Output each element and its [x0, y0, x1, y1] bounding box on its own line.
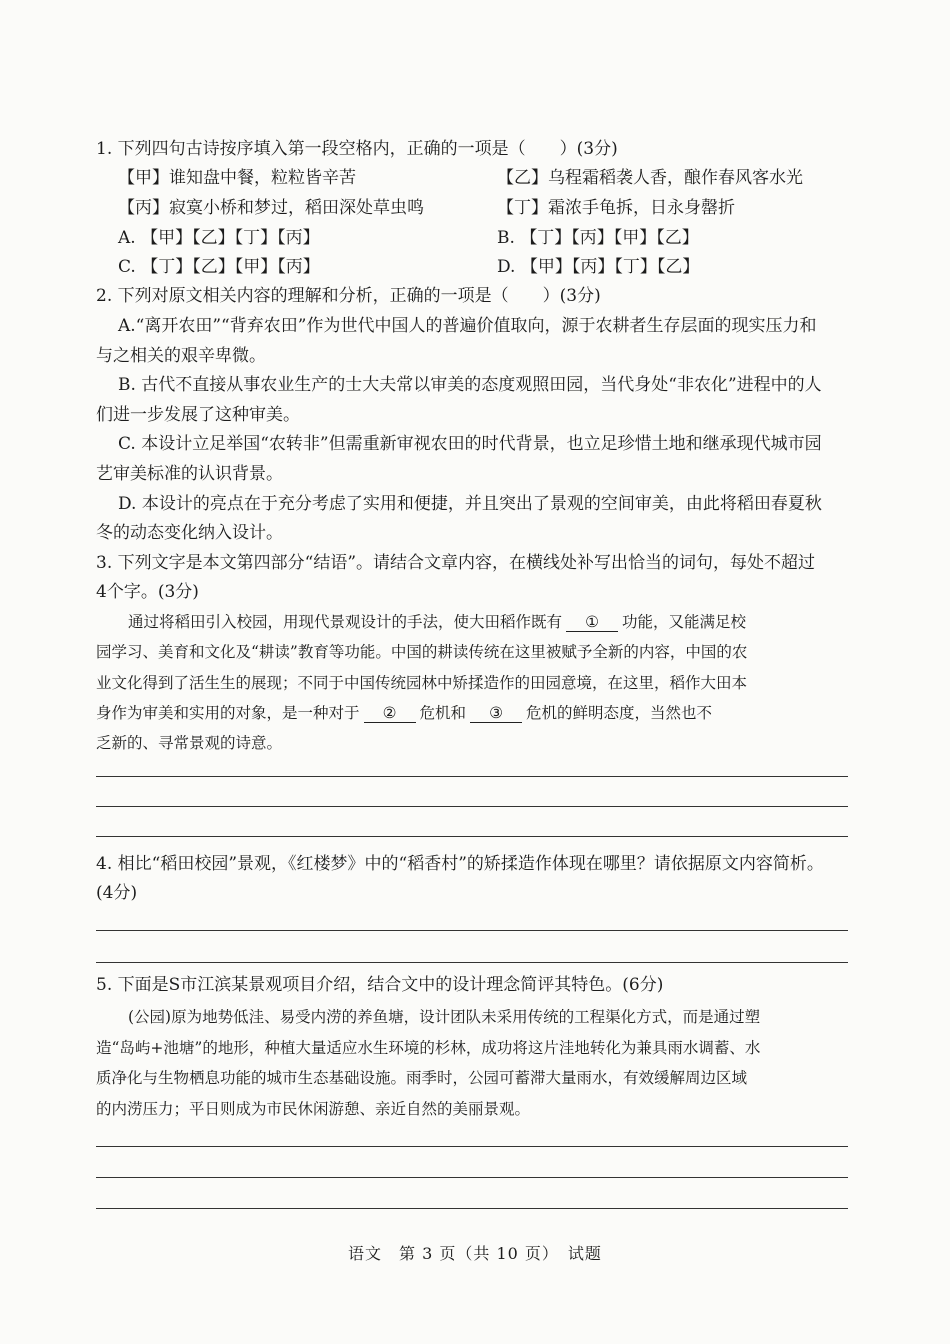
q5-answer-line-2[interactable]	[96, 1177, 848, 1178]
q1-line-label: 【丁】	[497, 198, 548, 218]
q5-material-line4: 的内涝压力；平日则成为市民休闲游憩、亲近自然的美丽景观。	[96, 1100, 531, 1118]
q3-material-line5: 乏新的、寻常景观的诗意。	[96, 734, 283, 752]
q4-stem-line2: (4分)	[96, 883, 138, 903]
option-text: 【甲】【丙】【丁】【乙】	[520, 257, 700, 277]
q2-stem: 2. 下列对原文相关内容的理解和分析，正确的一项是（ ）(3分)	[96, 286, 601, 306]
q1-line-label: 【丙】	[118, 198, 169, 218]
q3-answer-line-1[interactable]	[96, 776, 848, 777]
q3-material-line4	[96, 698, 856, 729]
q1-line-label: 【乙】	[497, 168, 548, 188]
page-footer: 语文 第 3 页（共 10 页） 试题	[348, 1244, 602, 1263]
q2-option-c-line1[interactable]: C. 本设计立足举国“农转非”但需重新审视农田的时代背景，也立足珍惜土地和继承现代城市园	[118, 434, 822, 454]
q1-line-ding	[497, 197, 735, 219]
q1-line-label: 【甲】	[118, 168, 169, 188]
option-letter: D.	[497, 257, 516, 277]
q5-answer-line-1[interactable]	[96, 1146, 848, 1147]
q3-stem-line1: 3. 下列文字是本文第四部分“结语”。请结合文章内容，在横线处补写出恰当的词句，每处不超过	[96, 553, 816, 573]
q3-answer-line-2[interactable]	[96, 806, 848, 807]
q3-answer-line-3[interactable]	[96, 836, 848, 837]
q4-stem-line1: 4. 相比“稻田校园”景观，《红楼梦》中的“稻香村”的矫揉造作体现在哪里？请依据原文内容简析。	[96, 854, 824, 874]
q5-answer-line-3[interactable]	[96, 1208, 848, 1209]
q3-stem-line2: 4个字。(3分)	[96, 582, 199, 602]
q2-option-a-line1[interactable]: A.“离开农田”“背弃农田”作为世代中国人的普遍价值取向，源于农耕者生存层面的现实压力和	[118, 316, 817, 336]
q1-option-c[interactable]	[118, 256, 320, 278]
q2-option-d-line1[interactable]: D. 本设计的亮点在于充分考虑了实用和便捷，并且突出了景观的空间审美，由此将稻田春夏秋	[118, 494, 822, 514]
q1-option-a[interactable]	[118, 227, 320, 249]
option-letter: C.	[118, 257, 136, 277]
q1-line-bing	[118, 197, 424, 219]
q2-option-d-line2: 冬的动态变化纳入设计。	[96, 523, 283, 543]
q1-line-jia	[118, 167, 356, 189]
q3-text: 身作为审美和实用的对象，是一种对于	[96, 704, 360, 722]
q1-line-text: 霜浓手龟拆，日永身罄折	[548, 198, 735, 218]
q3-blank-3[interactable]: ③	[470, 704, 522, 723]
q1-line-yi	[497, 167, 803, 189]
q5-material-line1: (公园)原为地势低洼、易受内涝的养鱼塘，设计团队未采用传统的工程渠化方式，而是通过塑	[128, 1008, 761, 1026]
q1-line-text: 谁知盘中餐，粒粒皆辛苦	[169, 168, 356, 188]
q3-text: 危机和	[419, 704, 467, 722]
q2-option-a-line2: 与之相关的艰辛卑微。	[96, 346, 266, 366]
q3-blank-2[interactable]: ②	[364, 704, 416, 723]
q3-blank-1[interactable]: ①	[566, 613, 618, 632]
q5-material-line3: 质净化与生物栖息功能的城市生态基础设施。雨季时，公园可蓄滞大量雨水，有效缓解周边区域	[96, 1069, 748, 1087]
q3-text: 功能，又能满足校	[622, 613, 747, 631]
q4-answer-line-2[interactable]	[96, 962, 848, 963]
q2-option-c-line2: 艺审美标准的认识背景。	[96, 464, 283, 484]
q5-stem: 5. 下面是S市江滨某景观项目介绍，结合文中的设计理念简评其特色。(6分)	[96, 975, 664, 995]
q1-line-text: 乌程霜稻袭人香，酿作春风客水光	[548, 168, 803, 188]
q5-material-line2: 造“岛屿+池塘”的地形，种植大量适应水生环境的杉林，成功将这片洼地转化为兼具雨水调蓄、水	[96, 1039, 761, 1057]
q3-text: 通过将稻田引入校园，用现代景观设计的手法，使大田稻作既有	[128, 613, 563, 631]
option-text: 【丁】【丙】【甲】【乙】	[520, 228, 699, 248]
q2-option-b-line2: 们进一步发展了这种审美。	[96, 405, 300, 425]
q3-material-line3: 业文化得到了活生生的展现；不同于中国传统园林中矫揉造作的田园意境，在这里，稻作大田本	[96, 674, 748, 692]
q4-answer-line-1[interactable]	[96, 930, 848, 931]
option-letter: A.	[118, 228, 136, 248]
option-text: 【丁】【乙】【甲】【丙】	[141, 257, 320, 277]
q1-line-text: 寂寞小桥和梦过，稻田深处草虫鸣	[169, 198, 424, 218]
option-text: 【甲】【乙】【丁】【丙】	[141, 228, 320, 248]
q3-material-line2: 园学习、美育和文化及“耕读”教育等功能。中国的耕读传统在这里被赋予全新的内容，中国的农	[96, 643, 748, 661]
option-letter: B.	[497, 228, 515, 248]
q3-text: 危机的鲜明态度，当然也不	[526, 704, 713, 722]
q1-option-b[interactable]	[497, 227, 699, 249]
q2-option-b-line1[interactable]: B. 古代不直接从事农业生产的士大夫常以审美的态度观照田园，当代身处“非农化”进程中的人	[118, 375, 822, 395]
q1-stem: 1. 下列四句古诗按序填入第一段空格内，正确的一项是（ ）(3分)	[96, 139, 618, 159]
q1-option-d[interactable]	[497, 256, 699, 278]
q3-material-line1	[128, 607, 888, 638]
